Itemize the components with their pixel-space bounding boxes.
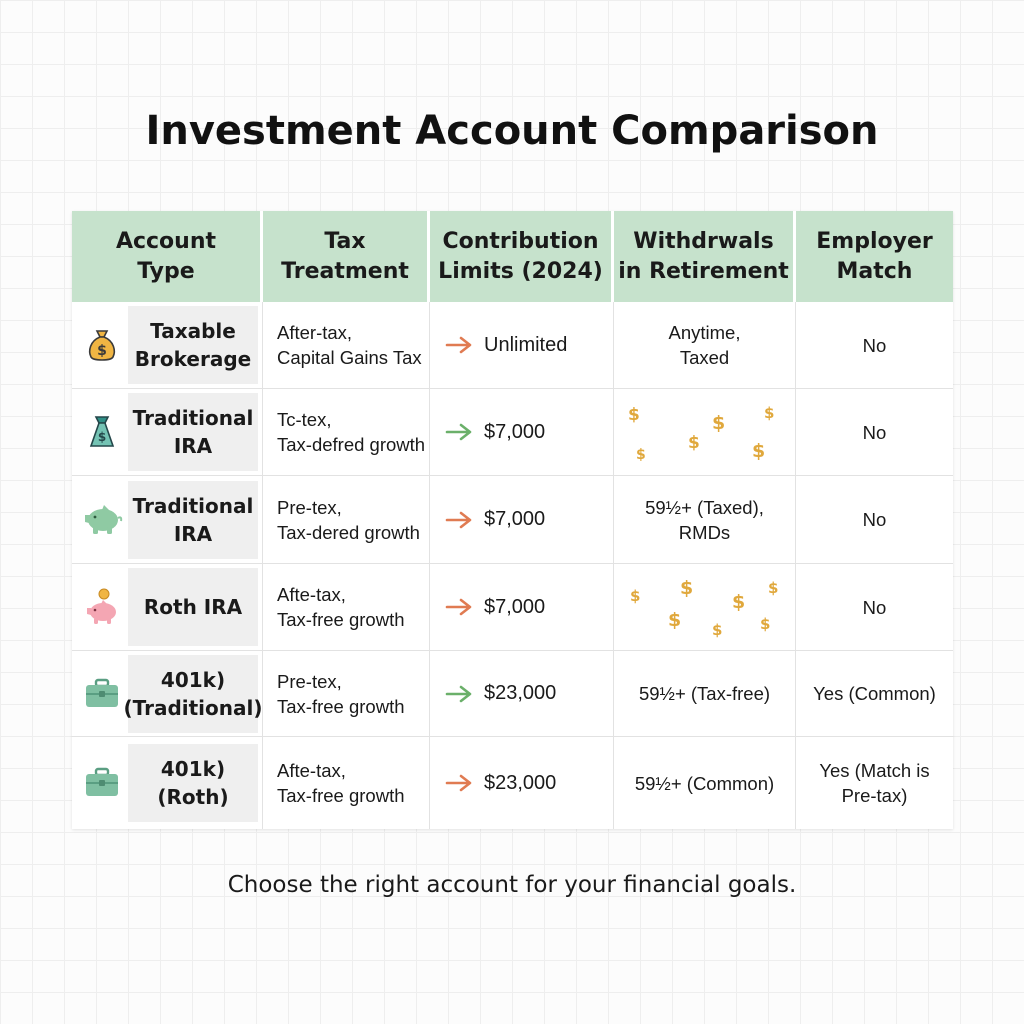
- dollar-coin-icon: $: [752, 440, 766, 462]
- tax-treatment-cell: Tc-tex, Tax-defred growth: [263, 389, 430, 476]
- table-row-account: [72, 564, 263, 651]
- employer-match-cell: No: [796, 389, 953, 476]
- employer-match-cell: Yes (Common): [796, 651, 953, 737]
- employer-match-cell: No: [796, 476, 953, 564]
- withdrawal-cell: [614, 389, 796, 476]
- account-name: Traditional IRA: [128, 393, 258, 471]
- dollar-coin-icon: $: [712, 412, 726, 434]
- dollar-coin-icon: $: [732, 591, 746, 613]
- contribution-limit: $23,000: [484, 682, 557, 704]
- header-employer-match: Employer Match: [796, 211, 953, 302]
- dollar-coin-icon: $: [688, 433, 700, 453]
- table-row-account: [72, 737, 263, 829]
- withdrawal-cell: 59½+ (Tax-free): [614, 651, 796, 737]
- dollar-coin-icon: $: [760, 615, 771, 633]
- svg-text:$: $: [97, 343, 107, 359]
- contribution-cell: [430, 737, 614, 829]
- pink-piggy-bank-icon: [76, 587, 128, 627]
- contribution-limit: Unlimited: [484, 333, 568, 356]
- teal-money-bag-icon: [76, 414, 128, 450]
- tax-treatment-cell: Afte-tax, Tax-free growth: [263, 737, 430, 829]
- account-name: Roth IRA: [128, 568, 258, 646]
- arrow-right-icon: [436, 511, 482, 529]
- employer-match-cell: Yes (Match is Pre-tax): [819, 760, 930, 806]
- account-name: 401k) (Roth): [128, 744, 258, 822]
- withdrawal-cell: 59½+ (Taxed), RMDs: [614, 476, 796, 564]
- table-row-account: [72, 651, 263, 737]
- contribution-limit: $7,000: [484, 508, 546, 530]
- contribution-limit: $7,000: [484, 595, 546, 618]
- account-name: Traditional IRA: [128, 481, 258, 559]
- dollar-coin-icon: $: [712, 621, 723, 639]
- contribution-cell: [430, 476, 614, 564]
- dollar-coin-icon: $: [668, 609, 682, 631]
- briefcase-icon: [76, 767, 128, 799]
- contribution-limit: $7,000: [484, 420, 546, 443]
- withdrawal-cell: [614, 564, 796, 651]
- svg-text:$: $: [97, 430, 107, 444]
- arrow-right-icon: [436, 598, 482, 616]
- green-piggy-bank-icon: [76, 503, 128, 537]
- arrow-right-icon: [436, 774, 482, 792]
- contribution-cell: [430, 389, 614, 476]
- arrow-right-icon: [436, 685, 482, 703]
- dollar-coin-icon: $: [628, 405, 640, 425]
- dollar-coin-icon: $: [636, 447, 646, 463]
- table-row-account: [72, 389, 263, 476]
- header-tax-treatment: Tax Treatment: [263, 211, 430, 302]
- header-contribution-limits: Contribution Limits (2024): [430, 211, 614, 302]
- account-name: Taxable Brokerage: [128, 306, 258, 384]
- footer-tagline: Choose the right account for your financial goals.: [227, 872, 797, 898]
- dollar-coin-icon: $: [764, 404, 775, 422]
- header-account-type: Account Type: [72, 211, 263, 302]
- withdrawal-cell: Anytime, Taxed: [614, 302, 796, 389]
- dollar-coin-icon: $: [768, 579, 779, 597]
- tax-treatment-cell: Pre-tex, Tax-dered growth: [263, 476, 430, 564]
- table-row-account: [72, 302, 263, 389]
- dollar-coin-icon: $: [680, 577, 694, 599]
- contribution-cell: [430, 564, 614, 651]
- arrow-right-icon: [436, 336, 482, 354]
- table-row-account: [72, 476, 263, 564]
- contribution-cell: [430, 302, 614, 389]
- arrow-right-icon: [436, 423, 482, 441]
- tax-treatment-cell: Afte-tax, Tax-free growth: [263, 564, 430, 651]
- briefcase-icon: [76, 678, 128, 710]
- employer-match-cell: No: [796, 302, 953, 389]
- comparison-table: [72, 211, 953, 829]
- account-name: 401k) (Traditional): [128, 655, 258, 733]
- tax-treatment-cell: After-tax, Capital Gains Tax: [263, 302, 430, 389]
- dollar-coin-icon: $: [630, 587, 641, 605]
- tax-treatment-cell: Pre-tex, Tax-free growth: [263, 651, 430, 737]
- employer-match-cell: No: [796, 564, 953, 651]
- money-bag-icon: [76, 327, 128, 363]
- withdrawal-cell: 59½+ (Common): [614, 737, 796, 829]
- page-title: Investment Account Comparison: [145, 108, 879, 154]
- contribution-cell: [430, 651, 614, 737]
- contribution-limit: $23,000: [484, 771, 557, 794]
- header-withdrawals: Withdrwals in Retirement: [614, 211, 796, 302]
